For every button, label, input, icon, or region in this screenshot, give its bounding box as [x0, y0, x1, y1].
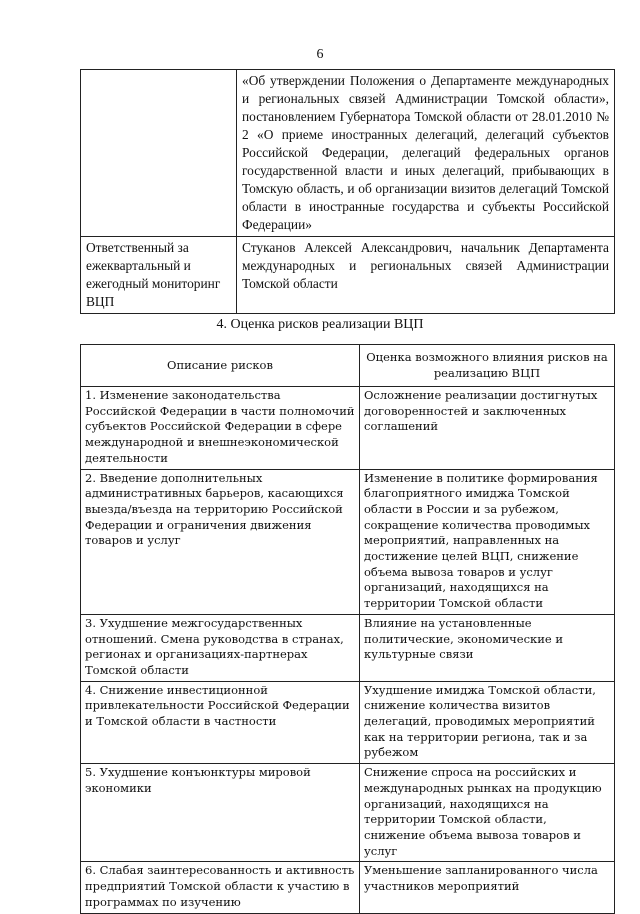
risk-impact: Ухудшение имиджа Томской области, снижение количества визитов делегаций, проводимых мероприятий как на территории региона, так и за рубежом	[360, 681, 615, 764]
risk-impact: Изменение в политике формирования благоприятного имиджа Томской области в России и за рубежом, сокращение количества проводимых мероприятий, направленных на достижение целей ВЦП, снижение объема вывоза товаров и услуг организаций, находящихся на территории Томской области	[360, 469, 615, 614]
risk-impact: Влияние на установленные политические, экономические и культурные связи	[360, 614, 615, 681]
table-row	[81, 387, 615, 470]
page-number: 6	[316, 47, 324, 62]
risk-description: 6. Слабая заинтересованность и активность предприятий Томской области к участию в программах по изучению	[81, 862, 360, 913]
section-title: 4. Оценка рисков реализации ВЦП	[216, 317, 424, 332]
header-risk-description: Описание рисков	[81, 345, 360, 387]
risk-table-header	[81, 345, 615, 387]
table-row	[81, 70, 615, 237]
risk-description: 1. Изменение законодательства Российской Федерации в части полномочий субъектов Российской Федерации в сфере международной и внешнеэкономической деятельности	[81, 387, 360, 470]
table-row	[81, 614, 615, 681]
risk-impact: Осложнение реализации достигнутых договоренностей и заключенных соглашений	[360, 387, 615, 470]
risk-description: 4. Снижение инвестиционной привлекательности Российской Федерации и Томской области в частности	[81, 681, 360, 764]
risk-description: 5. Ухудшение конъюнктуры мировой экономики	[81, 764, 360, 862]
table-row	[81, 469, 615, 614]
program-info-table	[80, 69, 615, 314]
table-row	[81, 237, 615, 314]
header-risk-impact: Оценка возможного влияния рисков на реализацию ВЦП	[360, 345, 615, 387]
table-row	[81, 862, 615, 913]
responsible-label: Ответственный за ежеквартальный и ежегодный мониторинг ВЦП	[81, 237, 237, 314]
risk-description: 3. Ухудшение межгосударственных отношений. Смена руководства в странах, регионах и организациях-партнерах Томской области	[81, 614, 360, 681]
risk-impact: Снижение спроса на российских и международных рынках на продукцию организаций, находящихся на территории Томской области, снижение объема вывоза товаров и услуг	[360, 764, 615, 862]
table-row	[81, 681, 615, 764]
legal-basis-text: «Об утверждении Положения о Департаменте международных и региональных связей Администрации Томской области», постановлением Губернатора Томской области от 28.01.2010 № 2 «О приеме иностранных делегаций, делегаций субъектов Российской Федерации, делегаций федеральных органов государственной власти и иных делегаций, прибывающих в Томскую область, и об организации визитов делегаций Томской области в иностранные государства и субъекты Российской Федерации»	[237, 70, 615, 237]
risk-table	[80, 344, 615, 914]
table-row	[81, 764, 615, 862]
risk-impact: Уменьшение запланированного числа участников мероприятий	[360, 862, 615, 913]
risk-description: 2. Введение дополнительных административных барьеров, касающихся выезда/въезда на территорию Российской Федерации и ограничения движения товаров и услуг	[81, 469, 360, 614]
responsible-person-text: Стуканов Алексей Александрович, начальник Департамента международных и региональных связей Администрации Томской области	[237, 237, 615, 314]
table-cell-label	[81, 70, 237, 237]
